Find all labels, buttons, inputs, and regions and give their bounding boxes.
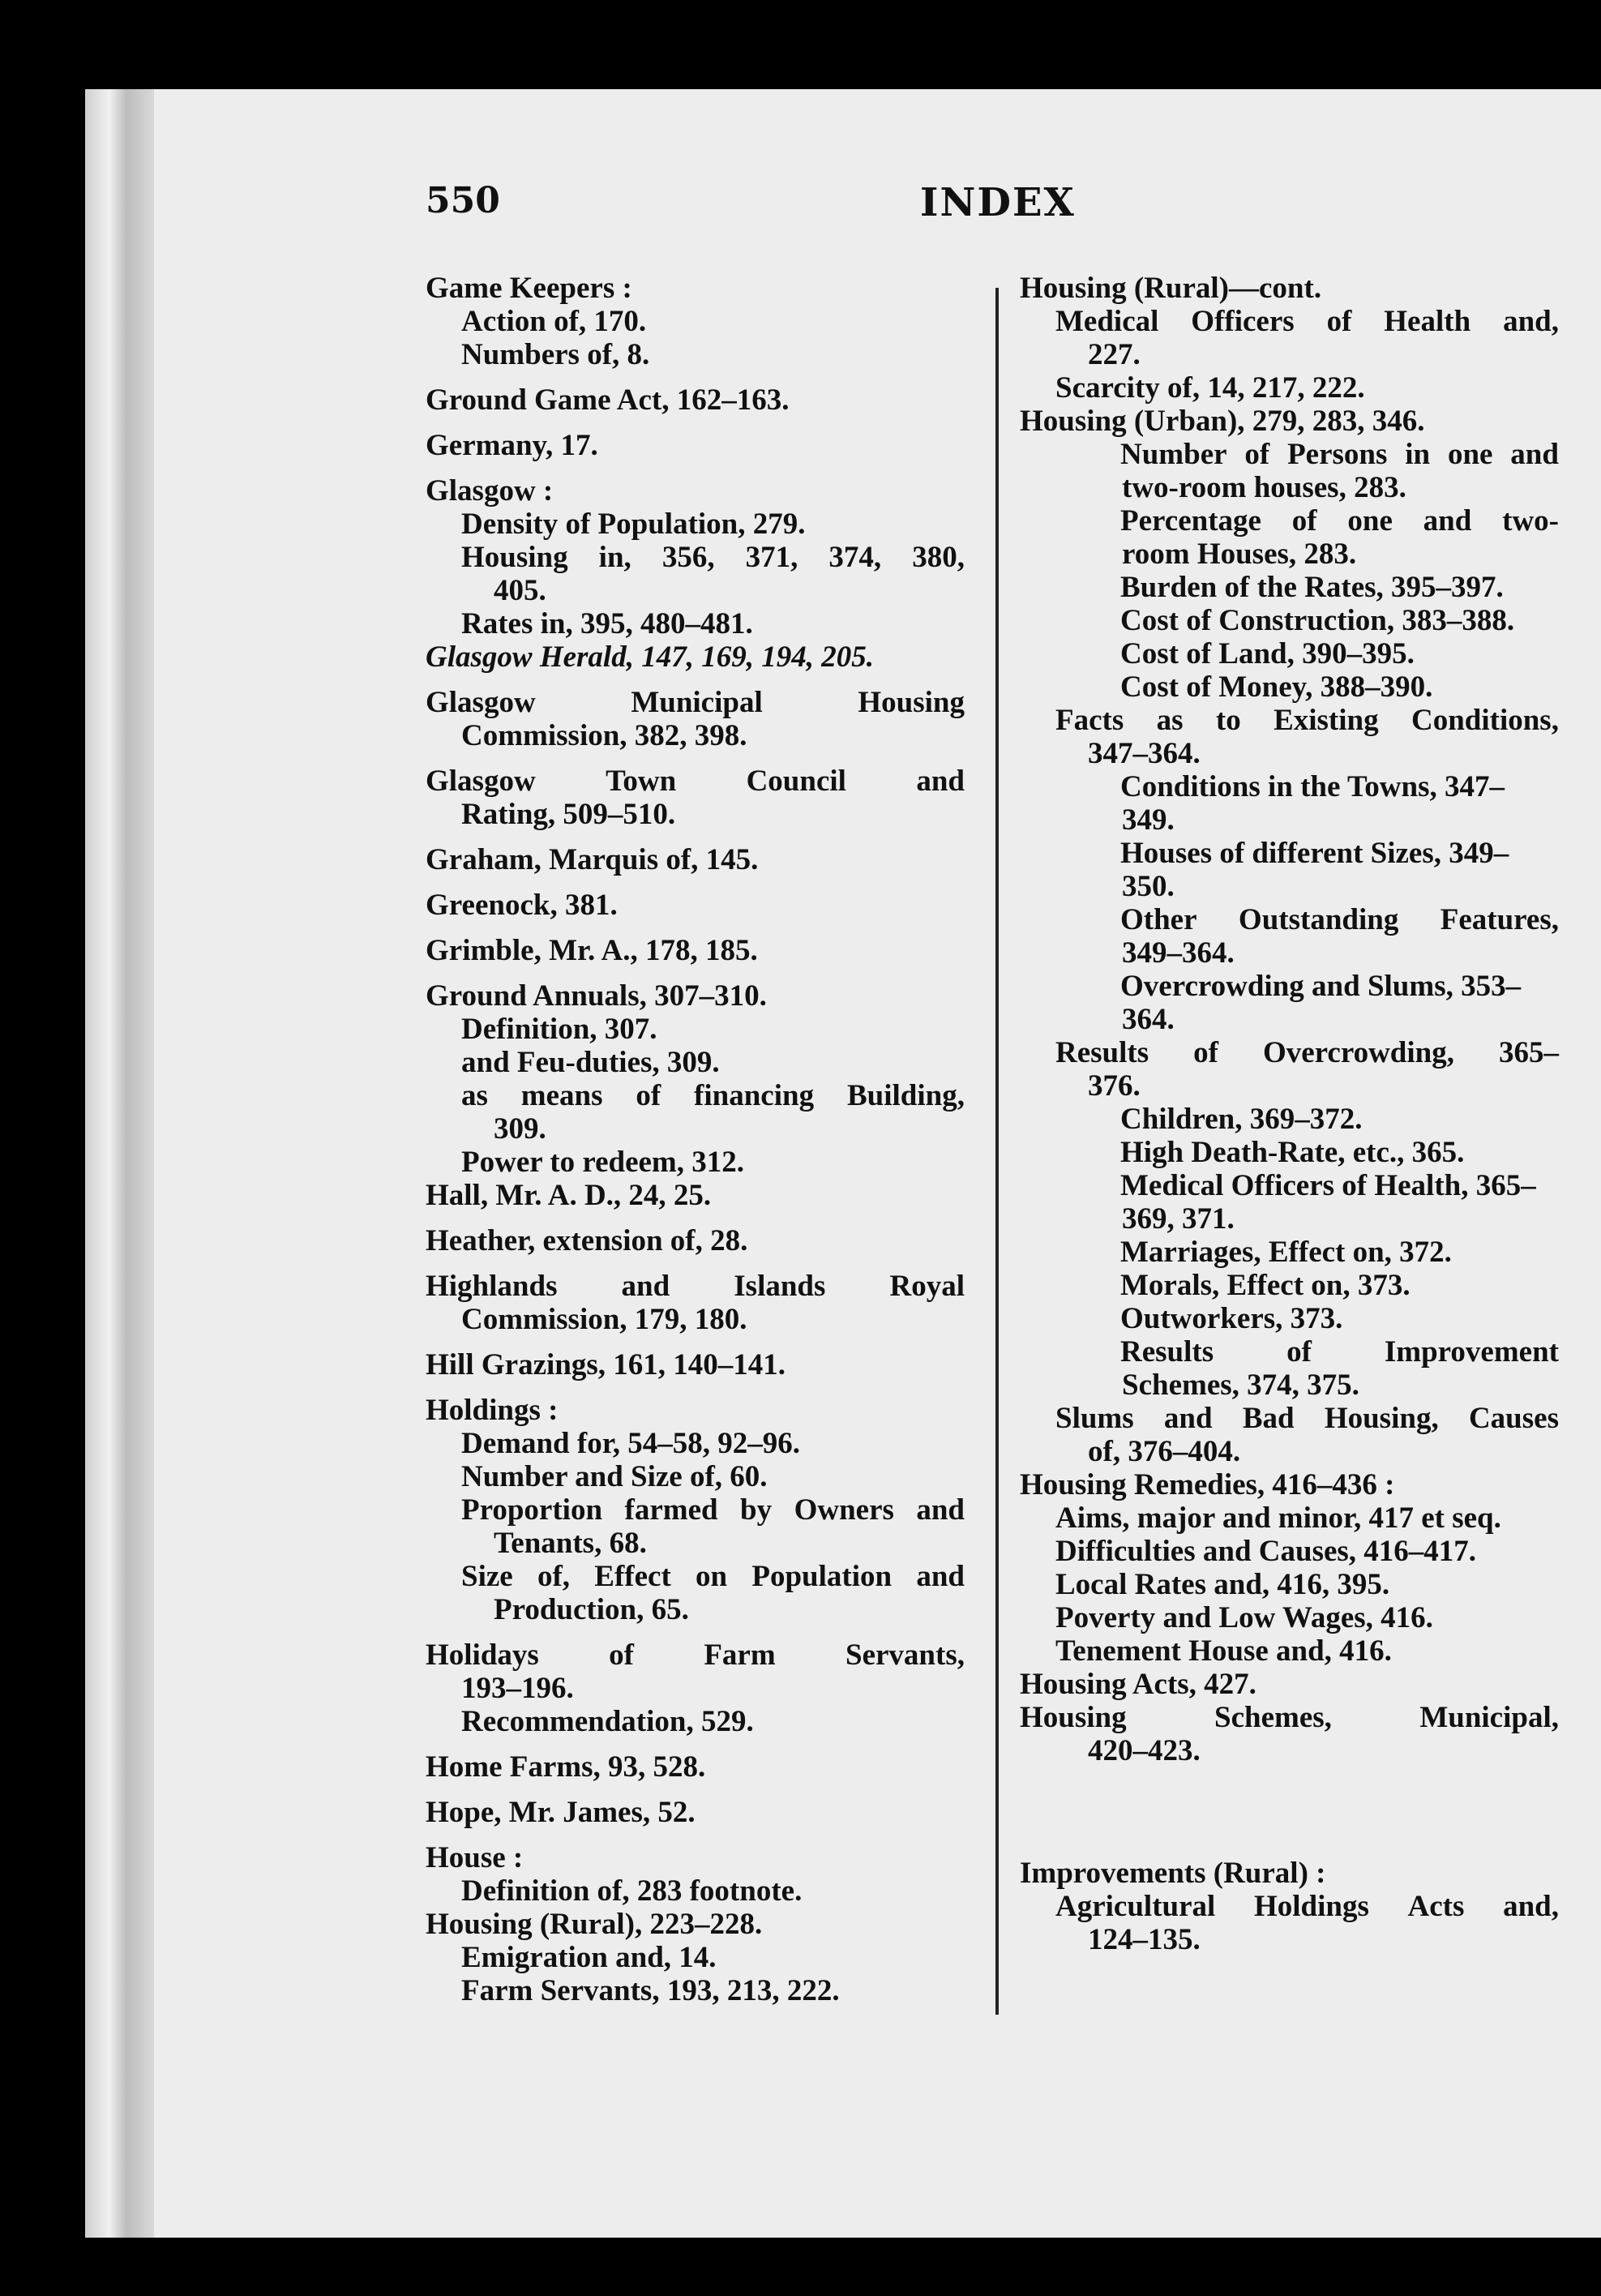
index-word: Housing [1020,1701,1127,1734]
index-word: as [1156,704,1184,737]
index-entry: Housing (Rural), 223–228. [426,1908,763,1941]
index-entry: Home Farms, 93, 528. [426,1750,706,1784]
index-entry: Rates in, 395, 480–481. [461,607,753,640]
index-entry: Heather, extension of, 28. [426,1224,748,1257]
index-word: Outstanding [1238,903,1399,936]
index-entry: Hill Grazings, 161, 140–141. [426,1348,786,1381]
index-word: Building, [846,1079,965,1112]
index-entry: 124–135. [1088,1923,1201,1956]
index-word: Size [461,1560,513,1593]
index-entry: Children, 369–372. [1120,1103,1363,1136]
page-number: 550 [426,180,500,221]
index-word: Population [751,1560,893,1593]
index-word: Persons [1287,438,1388,471]
index-entry [1020,1701,1559,1734]
index-entry: 349. [1122,803,1175,837]
index-word: 374, [828,541,882,574]
index-word: of [609,1638,634,1672]
index-word: Glasgow [426,765,536,798]
index-entry: 376. [1088,1069,1141,1103]
index-entry: two-room houses, 283. [1122,471,1406,504]
index-entry: 309. [494,1112,546,1146]
index-word: to [1215,704,1241,737]
index-word: farmed [624,1493,718,1527]
index-word: Overcrowding, [1262,1036,1454,1069]
index-entry: and Feu-duties, 309. [461,1046,720,1079]
index-entry: Scarcity of, 14, 217, 222. [1055,371,1365,405]
index-entry: Poverty and Low Wages, 416. [1055,1601,1433,1634]
index-word: and [916,1493,965,1527]
index-entry: Improvements (Rural) : [1020,1857,1326,1890]
index-word: and [1510,438,1559,471]
index-entry: Germany, 17. [426,429,598,462]
index-word: Acts [1407,1890,1465,1923]
index-word: Council [746,765,846,798]
index-entry: Tenement House and, 416. [1055,1634,1392,1668]
index-entry: Graham, Marquis of, 145. [426,843,759,876]
index-word: two- [1502,504,1559,538]
index-word: Existing [1274,704,1379,737]
index-entry [426,765,965,798]
index-word: Servants, [845,1638,965,1672]
index-word: financing [694,1079,815,1112]
index-word: means [520,1079,603,1112]
index-entry: Holdings : [426,1394,559,1427]
index-entry: 420–423. [1088,1734,1201,1767]
index-entry: Morals, Effect on, 373. [1120,1269,1411,1302]
index-entry: High Death-Rate, etc., 365. [1120,1136,1465,1169]
index-entry: Schemes, 374, 375. [1122,1369,1359,1402]
index-word: Facts [1055,704,1124,737]
index-entry: Medical Officers of Health, 365– [1120,1169,1536,1202]
index-word: in, [598,541,631,574]
index-word: Slums [1055,1402,1134,1435]
index-word: of [1193,1036,1218,1069]
index-entry: Tenants, 68. [494,1527,647,1560]
index-word: one [1347,504,1393,538]
index-word: Causes [1468,1402,1559,1435]
index-entry [1020,704,1559,737]
index-entry: Marriages, Effect on, 372. [1120,1236,1452,1269]
index-entry: 349–364. [1122,936,1235,970]
index-entry: Housing (Rural)—cont. [1020,272,1322,305]
index-word: on [696,1560,728,1593]
column-divider [995,288,999,2015]
index-entry [426,1493,965,1527]
index-entry: Rating, 509–510. [461,798,676,831]
index-entry [1020,1890,1559,1923]
index-word: Features, [1440,903,1559,936]
index-word: Health [1384,305,1471,338]
index-word: Royal [889,1270,965,1303]
index-word: and [1423,504,1472,538]
index-entry [426,541,965,574]
index-entry: Housing Acts, 427. [1020,1668,1256,1701]
index-entry: Commission, 179, 180. [461,1303,747,1336]
index-word: Bad [1242,1402,1295,1435]
index-word: Percentage [1120,504,1261,538]
index-entry: Recommendation, 529. [461,1705,754,1738]
index-entry [1020,438,1559,471]
index-entry [426,686,965,719]
index-entry: Hall, Mr. A. D., 24, 25. [426,1179,712,1212]
right-index-column [1020,272,1559,1956]
index-entry: Definition of, 283 footnote. [461,1874,803,1908]
index-entry [1020,1402,1559,1435]
index-word: Conditions, [1411,704,1559,737]
index-word: Islands [734,1270,826,1303]
index-entry: 350. [1122,870,1175,903]
index-entry: 227. [1088,338,1141,371]
index-entry: Ground Annuals, 307–310. [426,979,767,1013]
index-word: 371, [745,541,798,574]
index-entry: 364. [1122,1003,1175,1036]
index-entry: Farm Servants, 193, 213, 222. [461,1974,840,2007]
index-word: Housing [858,686,965,719]
index-word: Municipal, [1419,1701,1559,1734]
index-spacer [1020,1767,1559,1857]
index-word: Housing [461,541,568,574]
index-word: and, [1503,1890,1559,1923]
index-entry [426,1079,965,1112]
index-entry: Difficulties and Causes, 416–417. [1055,1535,1477,1568]
index-word: by [740,1493,773,1527]
index-entry [1020,305,1559,338]
index-entry: Emigration and, 14. [461,1941,717,1974]
index-word: of [1326,305,1352,338]
index-word: Holdings [1253,1890,1369,1923]
index-word: Other [1120,903,1197,936]
book-spine [85,89,154,2238]
index-entry [1020,1335,1559,1369]
index-entry: Grimble, Mr. A., 178, 185. [426,934,758,967]
index-entry: Demand for, 54–58, 92–96. [461,1427,800,1460]
index-entry: Outworkers, 373. [1120,1302,1343,1335]
index-word: Farm [704,1638,776,1672]
index-entry: Greenock, 381. [426,889,618,922]
index-entry: Power to redeem, 312. [461,1146,744,1179]
index-entry: Glasgow : [426,474,554,508]
index-entry: 347–364. [1088,737,1201,770]
index-entry: Production, 65. [494,1593,689,1626]
index-word: Proportion [461,1493,603,1527]
index-entry: Action of, 170. [461,305,647,338]
index-word: Results [1055,1036,1149,1069]
index-word: Owners [794,1493,894,1527]
index-entry [1020,1036,1559,1069]
index-entry: Game Keepers : [426,272,632,305]
index-entry: Numbers of, 8. [461,338,650,371]
index-entry: Hope, Mr. James, 52. [426,1796,696,1829]
index-word: Housing, [1324,1402,1439,1435]
index-word: of [1291,504,1317,538]
left-index-column [426,272,965,2007]
index-word: Agricultural [1055,1890,1216,1923]
index-word: 365– [1499,1036,1559,1069]
index-entry: Housing Remedies, 416–436 : [1020,1468,1395,1501]
index-entry: 193–196. [461,1672,574,1705]
index-entry: Definition, 307. [461,1013,657,1046]
index-word: and [916,765,965,798]
index-word: in [1405,438,1431,471]
index-entry [1020,903,1559,936]
index-entry: Burden of the Rates, 395–397. [1120,571,1504,604]
index-word: Schemes, [1214,1701,1332,1734]
index-word: one [1447,438,1493,471]
index-entry [426,1270,965,1303]
index-word: Municipal [631,686,763,719]
index-entry: room Houses, 283. [1122,538,1357,571]
index-word: and [916,1560,965,1593]
running-head: INDEX [920,180,1076,225]
index-entry: Commission, 382, 398. [461,719,747,752]
index-word: as [461,1079,488,1112]
index-entry: Local Rates and, 416, 395. [1055,1568,1390,1601]
index-entry: Cost of Land, 390–395. [1120,637,1415,670]
index-entry [1020,504,1559,538]
index-word: 356, [661,541,715,574]
index-entry: 405. [494,574,546,607]
index-entry: Housing (Urban), 279, 283, 346. [1020,405,1425,438]
index-entry: Cost of Money, 388–390. [1120,670,1433,704]
index-entry: 369, 371. [1122,1202,1235,1236]
index-word: of [1244,438,1270,471]
index-word: Medical [1055,305,1159,338]
index-entry [426,1560,965,1593]
index-word: Officers [1191,305,1295,338]
index-entry: Cost of Construction, 383–388. [1120,604,1515,637]
index-entry: Ground Game Act, 162–163. [426,383,790,417]
index-word: Holidays [426,1638,539,1672]
index-entry: Density of Population, 279. [461,508,806,541]
index-word: of, [537,1560,571,1593]
index-entry [426,1638,965,1672]
index-word: Results [1120,1335,1214,1369]
index-word: Glasgow [426,686,536,719]
index-word: Town [606,765,677,798]
index-word: and, [1503,305,1559,338]
index-entry: Houses of different Sizes, 349– [1120,837,1509,870]
index-entry: Conditions in the Towns, 347– [1120,770,1505,803]
index-entry: House : [426,1841,524,1874]
index-word: of [1286,1335,1312,1369]
index-word: Number [1120,438,1227,471]
index-entry: Glasgow Herald, 147, 169, 194, 205. [426,640,874,674]
index-word: and [621,1270,670,1303]
index-entry: Aims, major and minor, 417 et seq. [1055,1501,1501,1535]
index-entry: of, 376–404. [1088,1435,1241,1468]
index-word: Improvement [1384,1335,1559,1369]
index-entry: Overcrowding and Slums, 353– [1120,970,1522,1003]
index-word: and [1163,1402,1213,1435]
index-word: of [636,1079,661,1112]
index-entry: Number and Size of, 60. [461,1460,768,1493]
index-word: 380, [912,541,965,574]
index-word: Effect [594,1560,671,1593]
index-word: Highlands [426,1270,558,1303]
